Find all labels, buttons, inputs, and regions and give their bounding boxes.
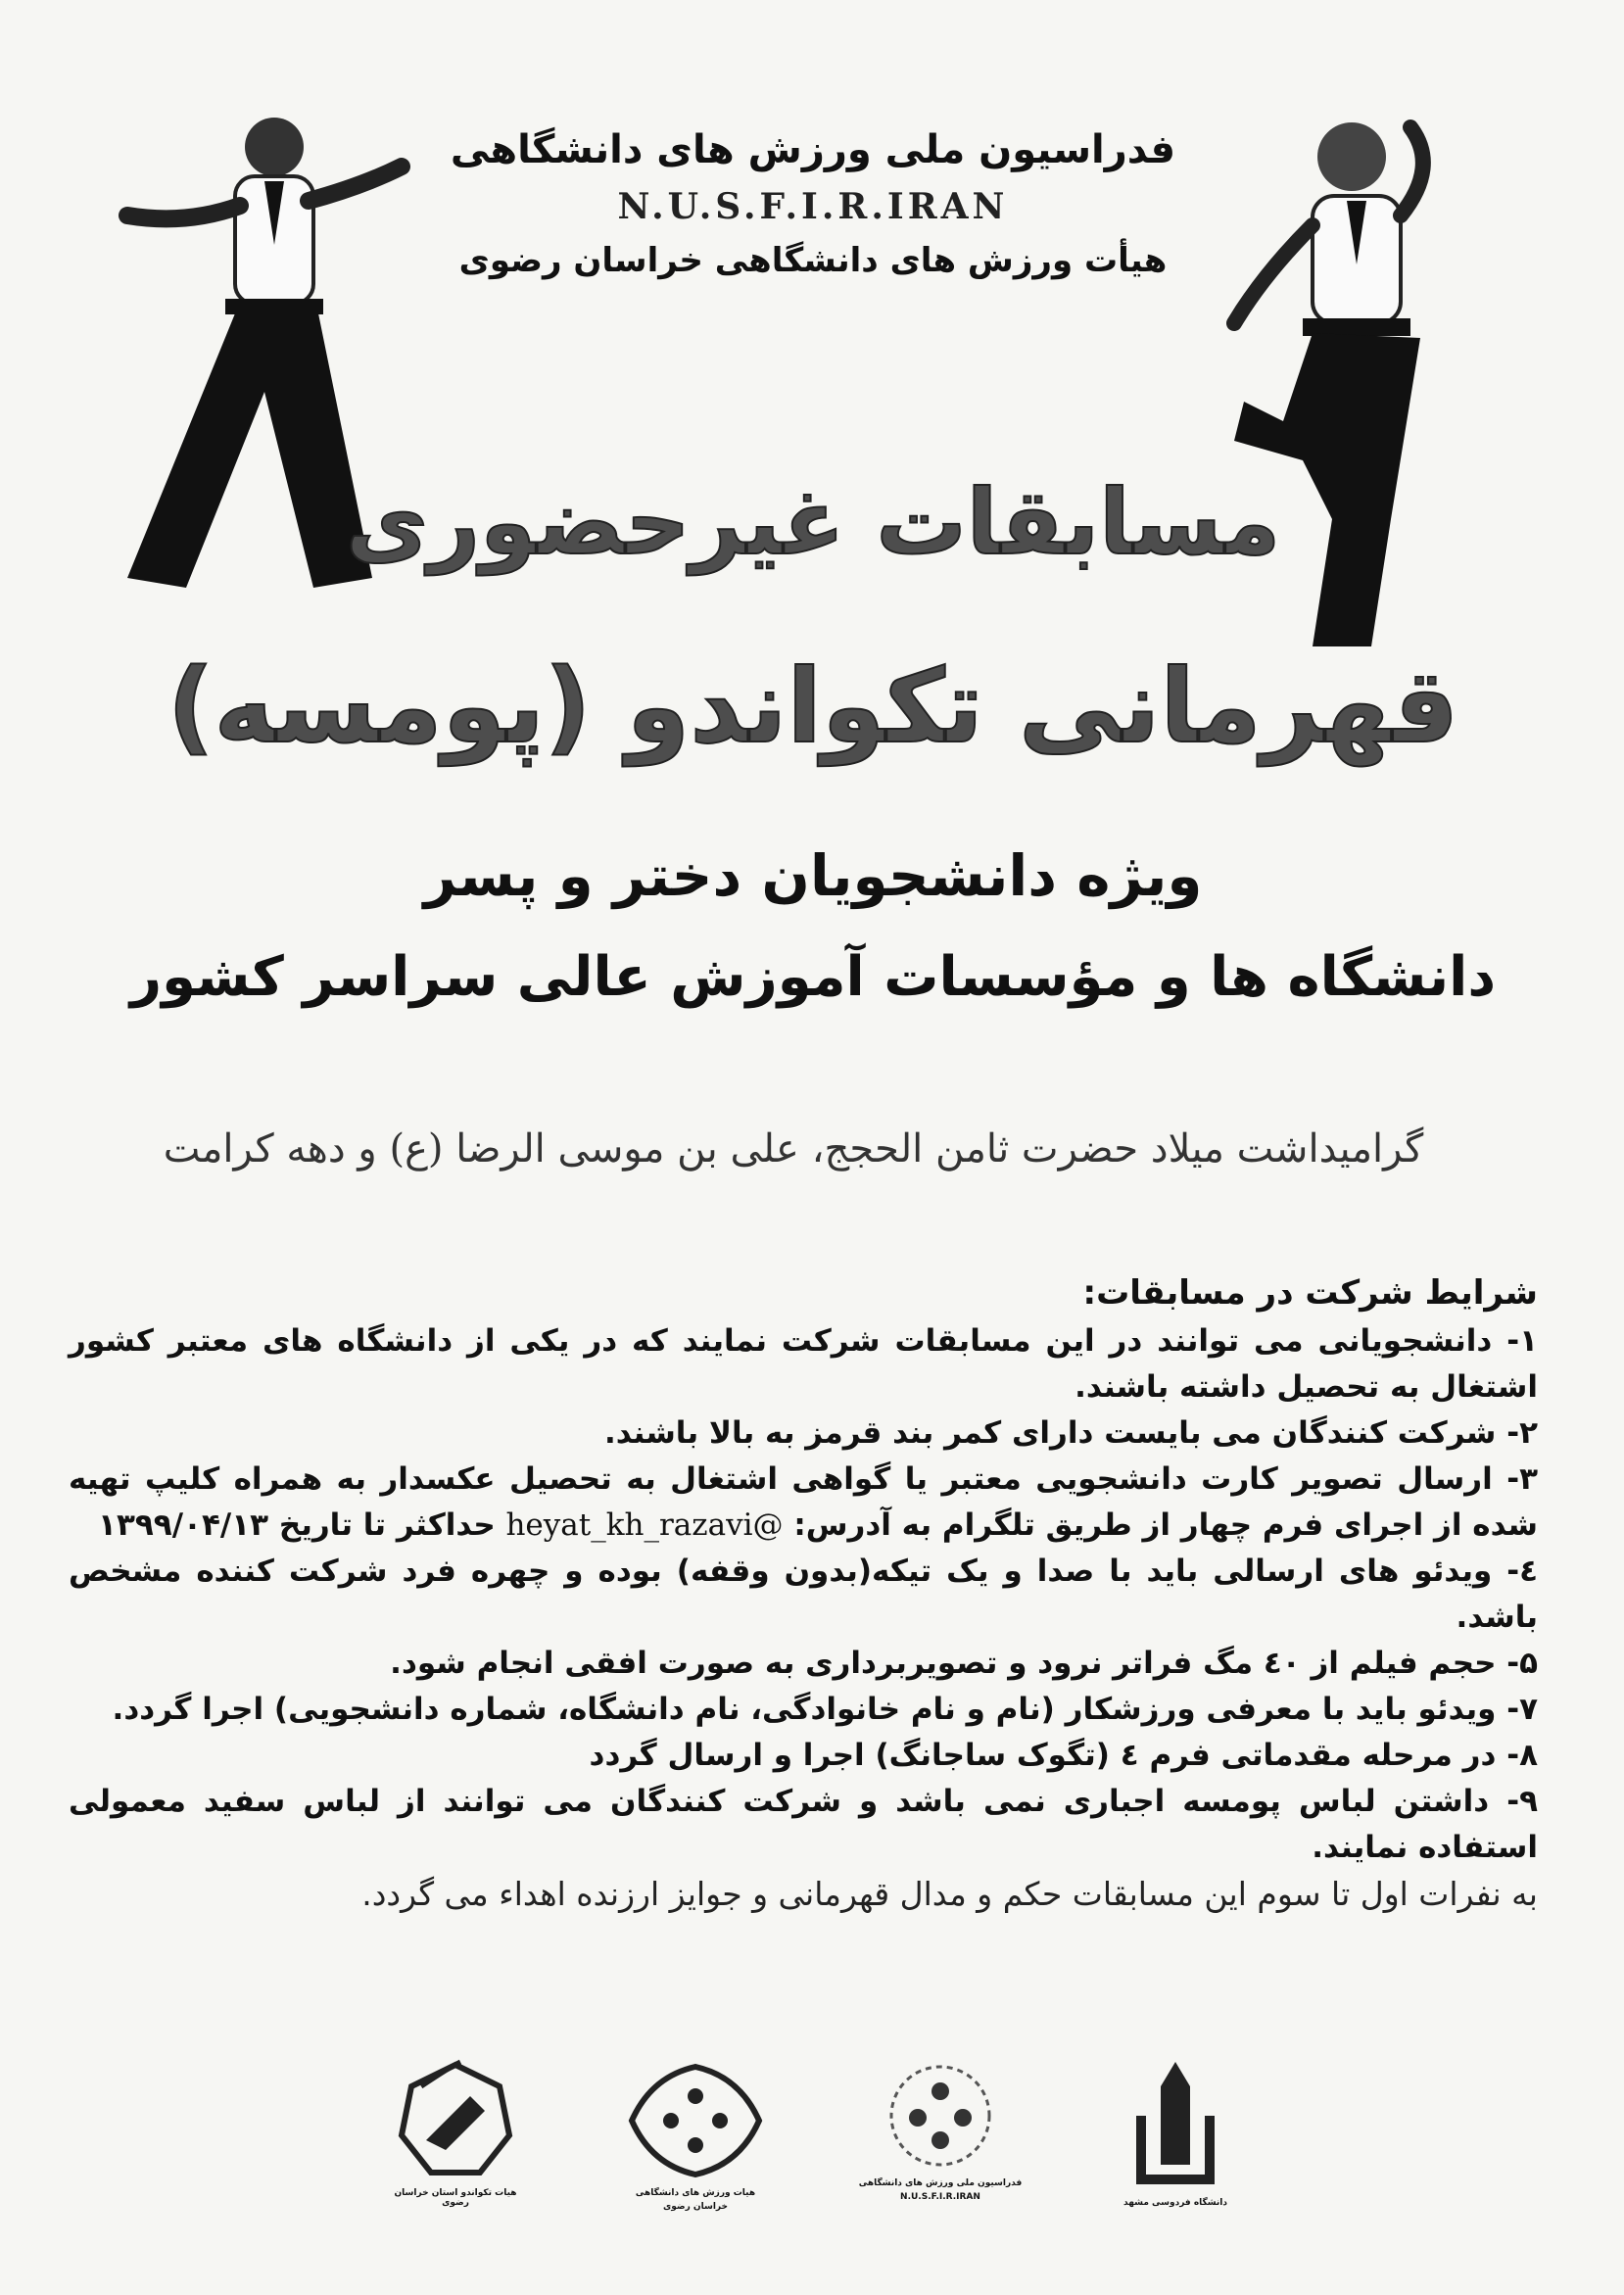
taekwondo-emblem-icon [392,2057,519,2184]
condition-item: ۵- حجم فیلم از ٤۰ مگ فراتر نرود و تصویربرداری به صورت افقی انجام شود. [390,1646,1538,1681]
sports-board-logo [607,2057,784,2212]
federation-logo [842,2057,1038,2202]
prize-note: به نفرات اول تا سوم این مسابقات حکم و مدال قهرمانی و جوایز ارزنده اهداء می گردد. [361,1875,1538,1913]
tribute-line: گرامیداشت میلاد حضرت ثامن الحجج، علی بن موسی الرضا (ع) و دهه کرامت [163,1126,1424,1171]
condition-item: ۱- دانشجویانی می توانند در این مسابقات شرکت نمایند که در یکی از دانشگاه های معتبر کشور اشتغال به تحصیل داشته باشند. [69,1323,1538,1405]
championship-heading: قهرمانی تکواندو (پومسه) [167,646,1459,766]
condition-item-text: ۳- ارسال تصویر کارت دانشجویی معتبر یا گواهی اشتغال به تحصیل عکسدار به همراه کلیپ تهیه شده از اجرای فرم چهار از طریق تلگرام به آدرس: [69,1461,1538,1543]
condition-item: ۷- ویدئو باید با معرفی ورزشکار (نام و نام خانوادگی، نام دانشگاه، شماره دانشجویی) اجرا گردد. [112,1692,1538,1727]
conditions-list [69,1318,1538,1871]
sports-board-caption-1: هیات ورزش های دانشگاهی [635,2188,756,2198]
condition-item: ٤- ویدئو های ارسالی باید با صدا و یک تیکه(بدون وقفه) بوده و چهره فرد شرکت کننده مشخص باشد. [69,1554,1538,1635]
non-attendance-heading: مسابقات غیرحضوری [345,470,1281,575]
federation-caption-2: N.U.S.F.I.R.IRAN [900,2192,980,2202]
universities-heading: دانشگاه ها و مؤسسات آموزش عالی سراسر کشور [129,945,1497,1009]
condition-item: ۹- داشتن لباس پومسه اجباری نمی باشد و شرکت کنندگان می توانند از لباس سفید معمولی استفاده نمایند. [69,1784,1538,1865]
board-title: هیأت ورزش های دانشگاهی خراسان رضوی [458,241,1168,280]
condition-item: ۸- در مرحله مقدماتی فرم ٤ (تگوک ساجانگ) اجرا و ارسال گردد [589,1738,1538,1773]
sports-board-emblem-icon [622,2057,769,2184]
conditions-title: شرایط شرکت در مسابقات: [1082,1273,1538,1313]
logos-row [382,2057,1264,2233]
sports-board-caption-2: خراسان رضوی [663,2202,728,2212]
telegram-address: heyat_kh_razavi@ [505,1507,784,1543]
taekwondo-board-logo [382,2057,529,2208]
conditions-section [69,1273,1538,1913]
university-caption: دانشگاه فردوسی مشهد [1123,2198,1227,2208]
special-for-heading: ویژه دانشجویان دختر و پسر [423,842,1203,909]
federation-emblem-icon [877,2057,1004,2175]
federation-title: فدراسیون ملی ورزش های دانشگاهی [450,127,1176,172]
condition-item: ۲- شرکت کنندگان می بایست دارای کمر بند قرمز به بالا باشند. [603,1415,1538,1451]
university-logo [1087,2057,1264,2208]
condition-item [69,1457,1538,1549]
university-emblem-icon [1122,2057,1229,2194]
taekwondo-board-caption: هیات تکواندو استان خراسان رضوی [394,2188,517,2208]
deadline-text: حداکثر تا تاریخ ۱۳۹۹/۰۴/۱۳ [98,1507,496,1543]
federation-latin-title: N.U.S.F.I.R.IRAN [617,186,1009,227]
header-block [411,127,1215,280]
federation-caption-1: فدراسیون ملی ورزش های دانشگاهی [858,2178,1023,2188]
